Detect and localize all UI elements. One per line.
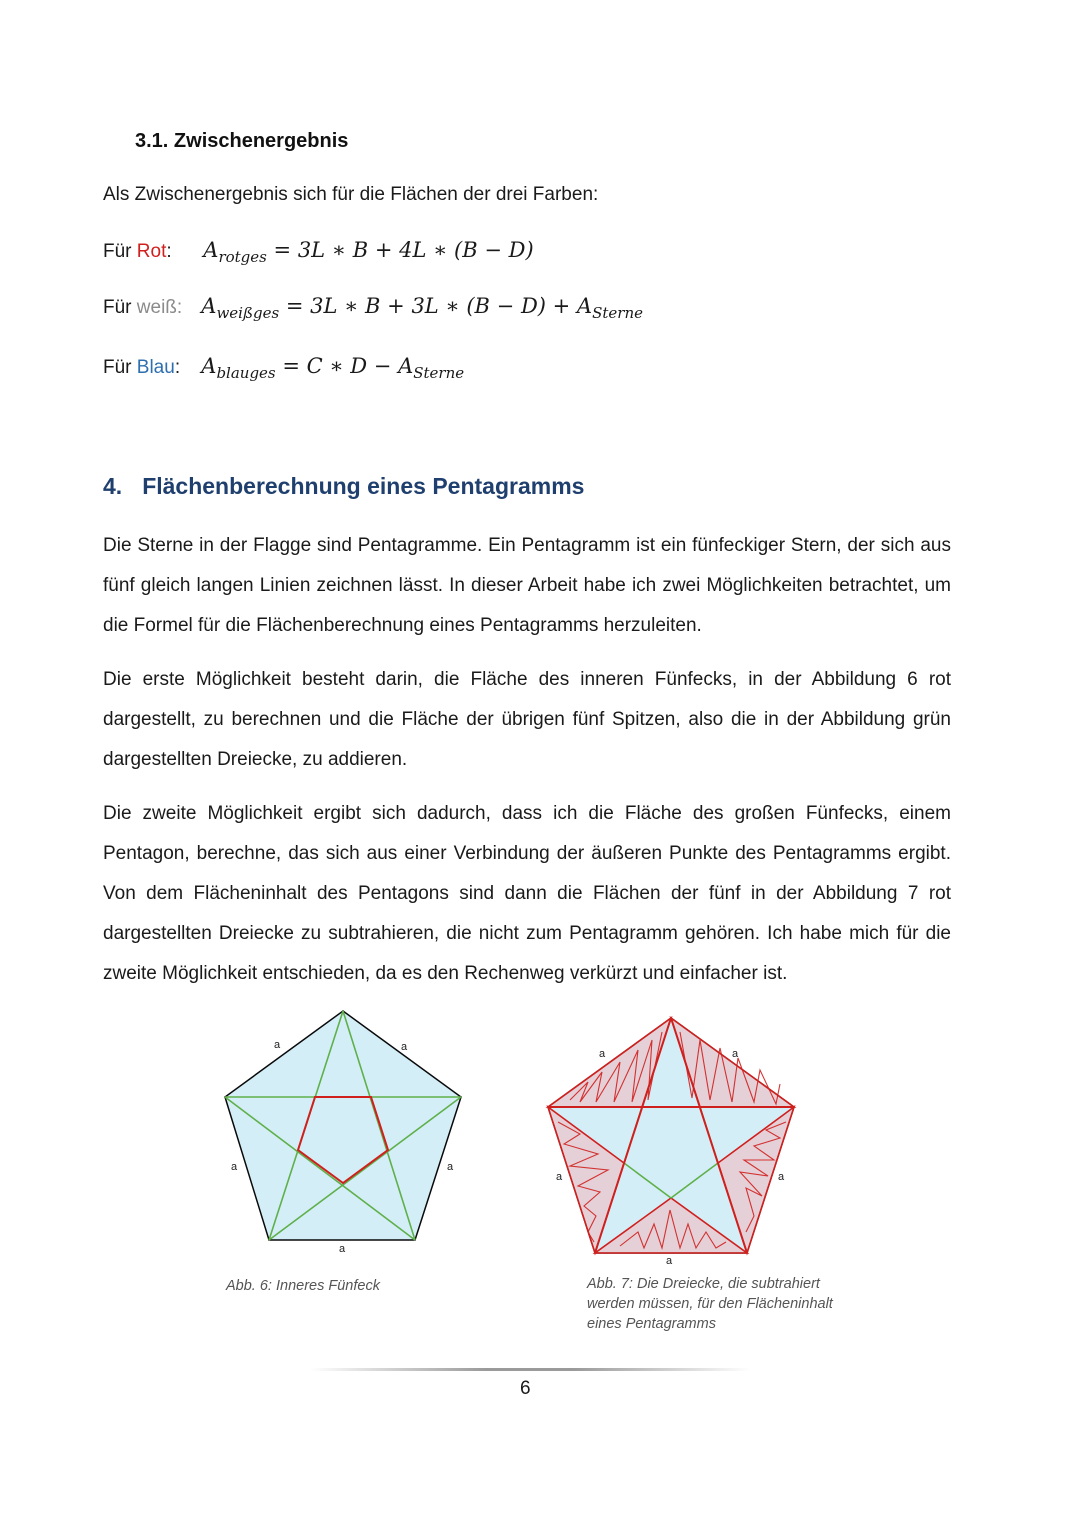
formula-prefix: Für xyxy=(103,241,137,262)
side-label-a: a xyxy=(732,1048,739,1060)
caption-line: Abb. 7: Die Dreiecke, die subtrahiert xyxy=(587,1276,820,1292)
side-label-a: a xyxy=(556,1171,563,1183)
formula-rhs-sub: Sterne xyxy=(413,364,465,382)
formula-lhs: A xyxy=(201,354,217,378)
caption-line: werden müssen, für den Flächeninhalt xyxy=(587,1296,833,1312)
side-label-a: a xyxy=(666,1255,673,1267)
side-label-a: a xyxy=(274,1039,281,1051)
formula-rhs: = 3L ∗ B + 4L ∗ (B − D) xyxy=(273,238,534,262)
side-label-a: a xyxy=(231,1161,238,1173)
paragraph-1: Die Sterne in der Flagge sind Pentagramme. Ein Pentagramm ist ein fünfeckiger Stern, der sich aus fünf gleich langen Linien zeichnen lässt. In dieser Arbeit habe ich zwei Möglichkeiten betrachtet, um die Formel für die Flächenberechnung eines Pentagramms herzuleiten. xyxy=(103,535,951,636)
formula-prefix: Für xyxy=(103,297,137,318)
formula-rhs-sub: Sterne xyxy=(592,304,643,322)
paragraph-2: Die erste Möglichkeit besteht darin, die Fläche des inneren Fünfecks, in der Abbildung 6 rot dargestellt, zu berechnen und die Fläche der übrigen fünf Spitzen, also die in der Abbildung grün dargestellten Dreiecke, zu addieren. xyxy=(103,669,951,770)
formula-lhs-sub: rotges xyxy=(218,248,267,266)
side-label-a: a xyxy=(599,1048,606,1060)
formula-lhs: A xyxy=(203,238,219,262)
outer-pentagon xyxy=(225,1011,461,1240)
side-label-a: a xyxy=(401,1041,408,1053)
formula-weiss xyxy=(103,294,643,322)
footer-divider xyxy=(310,1368,750,1371)
side-label-a: a xyxy=(778,1171,785,1183)
figure-6-pentagon xyxy=(215,1005,475,1260)
formula-colon: : xyxy=(176,297,183,318)
figure-6-caption: Abb. 6: Inneres Fünfeck xyxy=(226,1278,380,1294)
caption-line: eines Pentagramms xyxy=(587,1316,716,1332)
color-word-rot: Rot xyxy=(136,241,167,262)
color-word-weiss: weiß xyxy=(136,297,177,318)
formula-colon: : xyxy=(166,241,172,262)
side-label-a: a xyxy=(447,1161,454,1173)
section-title xyxy=(103,473,584,500)
figure-7-pentagon xyxy=(540,1010,802,1270)
subsection-title: 3.1. Zwischenergebnis xyxy=(135,130,349,152)
side-label-a: a xyxy=(339,1243,346,1255)
figure-7-caption xyxy=(587,1274,833,1334)
formula-rhs: = 3L ∗ B + 3L ∗ (B − D) + A xyxy=(285,294,593,318)
formula-lhs-sub: blauges xyxy=(216,364,276,382)
formula-rot xyxy=(103,238,534,266)
formula-prefix: Für xyxy=(103,357,137,378)
formula-lhs: A xyxy=(201,294,217,318)
intro-text: Als Zwischenergebnis sich für die Flächen der drei Farben: xyxy=(103,184,599,205)
formula-rhs: = C ∗ D − A xyxy=(282,354,414,378)
page-number: 6 xyxy=(520,1378,531,1399)
formula-lhs-sub: weißges xyxy=(216,304,280,322)
section-number: 4. xyxy=(103,473,123,499)
color-word-blau: Blau xyxy=(136,357,175,378)
paragraph-3: Die zweite Möglichkeit ergibt sich dadurch, dass ich die Fläche des großen Fünfecks, einem Pentagon, berechne, das sich aus einer Verbindung der äußeren Punkte des Pentagramms ergibt. Von dem Flächeninhalt des Pentagons sind dann die Flächen der fünf in der Abbildung 7 rot dargestellten Dreiecke zu subtrahieren, die nicht zum Pentagramm gehören. Ich habe mich für die zweite Möglichkeit entschieden, da es den Rechenweg verkürzt und einfacher ist. xyxy=(103,803,951,984)
section-title-text: Flächenberechnung eines Pentagramms xyxy=(142,473,585,499)
formula-colon: : xyxy=(174,357,181,378)
formula-blau xyxy=(103,354,464,382)
